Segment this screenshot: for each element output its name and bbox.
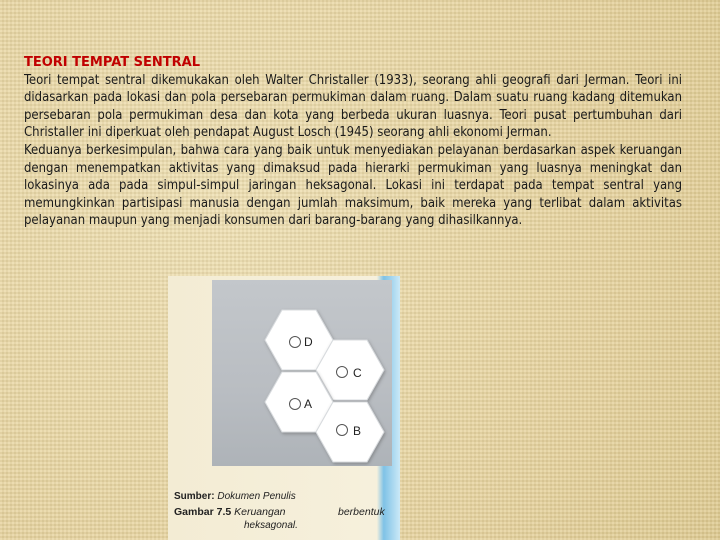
node-a-circle — [290, 399, 301, 410]
source-label: Sumber: — [174, 491, 215, 502]
paragraph-2: Keduanya berkesimpulan, bahwa cara yang baik untuk menyediakan pelayanan berdasarkan aspek keruangan dengan menempatkan aktivitas yang dimaksud pada hierarki permukiman yang luasnya meningkat dan lokasinya ada pada simpul-simpul jaringan heksagonal. Lokasi ini terdapat pada tempat sentral yang memungkinkan partisipasi manusia dengan jumlah maksimum, baik mereka yang terlibat dalam aktivitas pelayanan maupun yang menjadi konsumen dari barang-barang yang dihasilkannya. — [24, 142, 682, 229]
node-b-circle — [337, 425, 348, 436]
figure-title-row — [174, 506, 400, 519]
hexagon-diagram — [212, 280, 392, 466]
paragraph-1: Teori tempat sentral dikemukakan oleh Walter Christaller (1933), seorang ahli geografi dari Jerman. Teori ini didasarkan pada lokasi dan pola persebaran permukiman dalam ruang. Dalam suatu ruang kadang ditemukan persebaran pola permukiman desa dan kota yang berbeda ukuran luasnya. Teori pusat pertumbuhan dari Christaller ini diperkuat oleh pendapat August Losch (1945) seorang ahli ekonomi Jerman. — [24, 72, 682, 141]
hexagon-diagram-panel — [212, 280, 392, 466]
node-c-label: C — [353, 366, 362, 380]
figure-caption — [174, 490, 400, 532]
source-value: Dokumen Penulis — [217, 491, 296, 502]
node-c-circle — [337, 367, 348, 378]
figure-number: Gambar 7.5 — [174, 506, 232, 518]
caption-word-2: berbentuk — [338, 506, 385, 518]
slide-heading: TEORI TEMPAT SENTRAL — [24, 55, 200, 70]
caption-word-1: Keruangan — [234, 506, 286, 518]
hexagon-figure — [168, 276, 400, 540]
node-b-label: B — [353, 424, 362, 438]
figure-source — [174, 490, 400, 503]
slide-text — [24, 54, 682, 230]
node-a-label: A — [304, 397, 313, 411]
caption-word-3: heksagonal. — [244, 520, 298, 531]
node-d-circle — [290, 337, 301, 348]
node-d-label: D — [304, 335, 313, 349]
